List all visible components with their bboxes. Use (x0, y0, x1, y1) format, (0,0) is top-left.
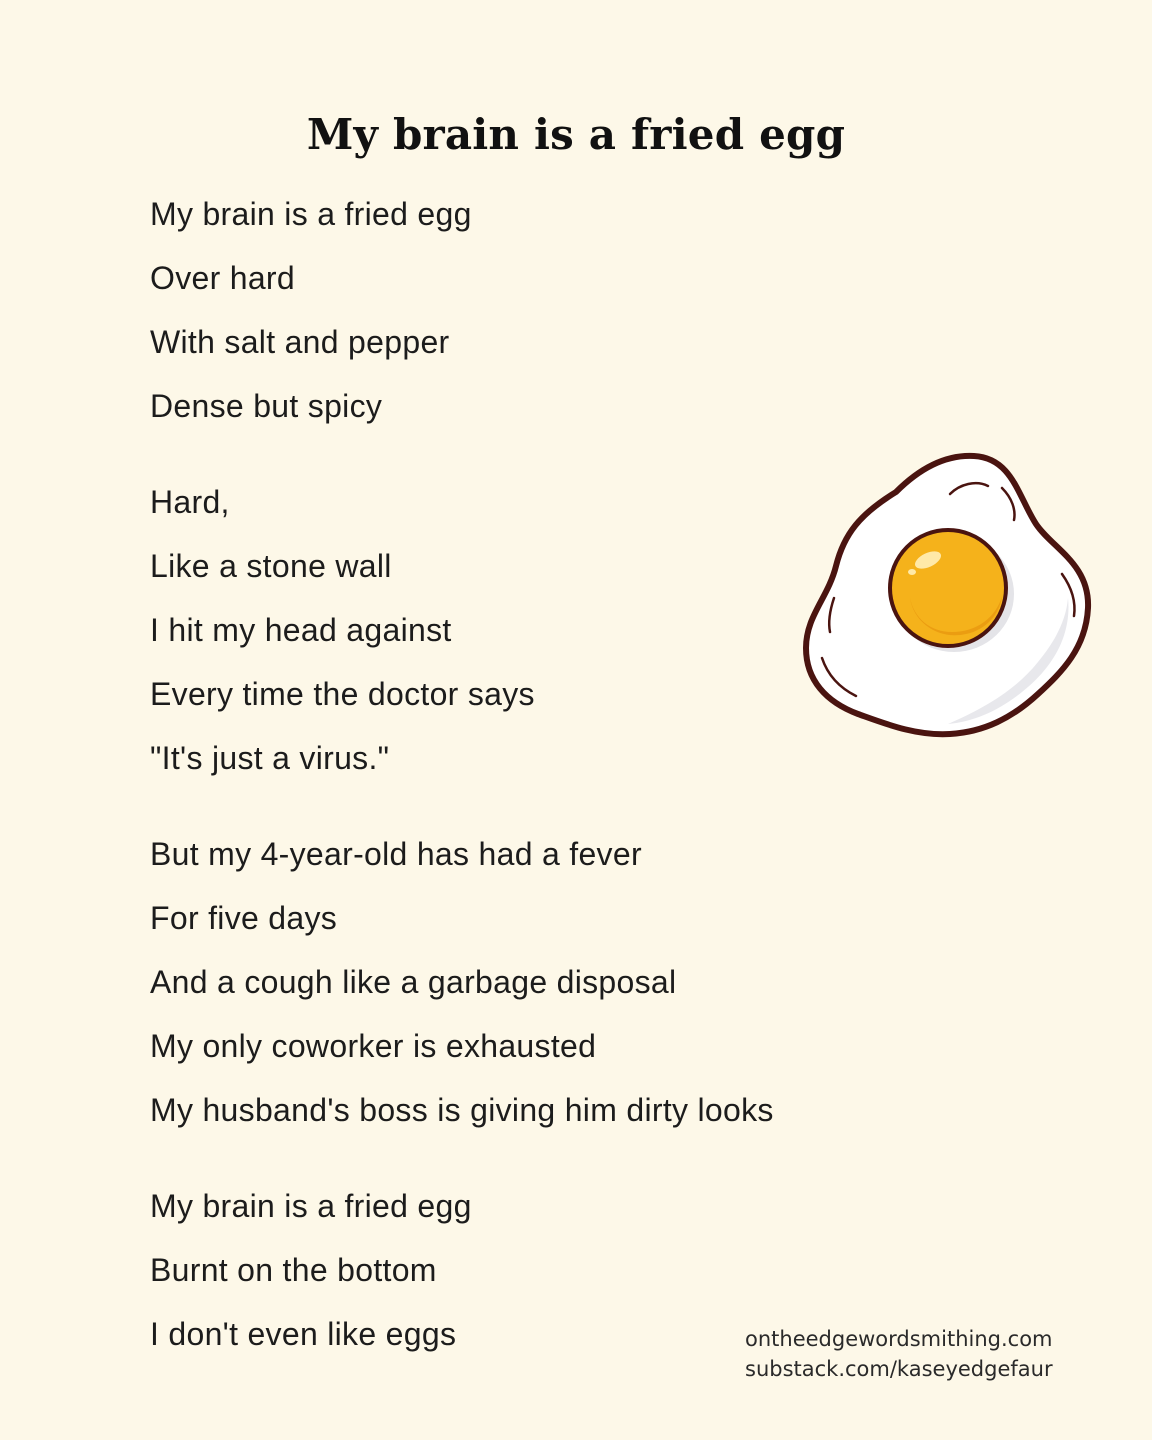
poem-line: My brain is a fried egg (150, 1188, 472, 1224)
stanza-4 (150, 1180, 810, 1372)
poem-title: My brain is a fried egg (306, 110, 846, 160)
poem-line: My only coworker is exhausted (150, 1028, 597, 1064)
footer-links (745, 1324, 1053, 1384)
fried-egg-icon (800, 448, 1096, 740)
poem-line: My brain is a fried egg (150, 196, 472, 232)
poem-line: Burnt on the bottom (150, 1252, 437, 1288)
poem-line: "It's just a virus." (150, 740, 390, 776)
poem-line: Dense but spicy (150, 388, 383, 424)
poem-line: And a cough like a garbage disposal (150, 964, 677, 1000)
poem-line: Over hard (150, 260, 295, 296)
poem-line: For five days (150, 900, 338, 936)
stanza-2 (150, 476, 810, 796)
substack-link[interactable]: substack.com/kaseyedgefaur (745, 1357, 1053, 1381)
website-link[interactable]: ontheedgewordsmithing.com (745, 1327, 1053, 1351)
poem-line: With salt and pepper (150, 324, 450, 360)
poem-body (150, 188, 810, 1372)
stanza-3 (150, 828, 810, 1148)
poem-line: Like a stone wall (150, 548, 392, 584)
poem-line: Every time the doctor says (150, 676, 535, 712)
poem-line: My husband's boss is giving him dirty looks (150, 1092, 774, 1128)
poem-line: But my 4-year-old has had a fever (150, 836, 642, 872)
poem-line: I don't even like eggs (150, 1316, 457, 1352)
stanza-1 (150, 188, 810, 444)
poem-line: I hit my head against (150, 612, 452, 648)
poem-line: Hard, (150, 484, 230, 520)
egg-yolk (890, 530, 1006, 646)
